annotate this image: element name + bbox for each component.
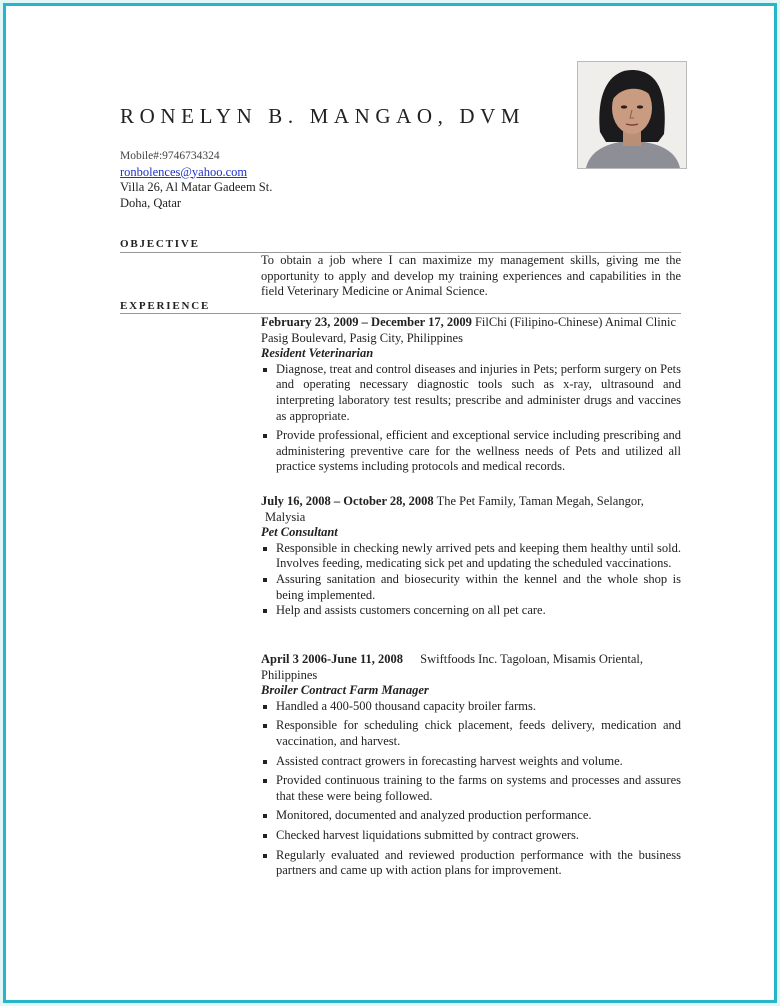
job-header — [261, 315, 681, 346]
job-entry — [261, 315, 681, 475]
duty-text: Diagnose, treat and control diseases and injuries in Pets; perform surgery on Pets and operating necessary diagnostic tools such as x-ray, ultrasound and interpreting laboratory test results; prescribe and administer drugs and vaccines as appropriate. — [276, 361, 681, 423]
profile-photo — [577, 61, 687, 169]
candidate-name: RONELYN B. MANGAO, DVM — [120, 104, 526, 128]
objective-text: To obtain a job where I can maximize my management skills, giving me the opportunity to apply and develop my training experiences and capabilities in the field Veterinary Medicine or Animal Science. — [261, 253, 681, 299]
duty-text: Monitored, documented and analyzed production performance. — [276, 808, 592, 823]
duty-item — [261, 541, 681, 572]
job-employer: Swiftfoods Inc. Tagoloan, Misamis Oriental, Philippines — [261, 652, 643, 682]
bullet-icon — [263, 854, 267, 858]
duty-item — [261, 603, 681, 619]
email-link[interactable]: ronbolences@yahoo.com — [120, 164, 248, 179]
job-title: Resident Veterinarian — [261, 346, 374, 361]
duty-item — [261, 699, 681, 715]
job-dates: February 23, 2009 – December 17, 2009 — [261, 315, 472, 329]
duty-item — [261, 848, 681, 879]
duty-text: Checked harvest liquidations submitted by contract growers. — [276, 827, 580, 842]
bullet-icon — [263, 578, 267, 582]
address-line-1: Villa 26, Al Matar Gadeem St. — [120, 180, 273, 194]
job-title: Pet Consultant — [261, 525, 338, 540]
duty-item — [261, 362, 681, 424]
job-duties — [261, 362, 681, 475]
duty-item — [261, 754, 681, 770]
duty-item — [261, 808, 681, 824]
job-employer: FilChi (Filipino-Chinese) Animal Clinic Pasig Boulevard, Pasig City, Philippines — [261, 315, 677, 345]
duty-item — [261, 718, 681, 749]
duty-text: Provided continuous training to the farms on systems and processes and assures that these were being followed. — [276, 773, 681, 803]
resume-page — [6, 6, 774, 1000]
job-dates: July 16, 2008 – October 28, 2008 — [261, 494, 434, 508]
job-duties — [261, 699, 681, 879]
mobile-number: Mobile#:9746734324 — [120, 150, 220, 162]
duty-item — [261, 572, 681, 603]
bullet-icon — [263, 760, 267, 764]
duty-text: Provide professional, efficient and exceptional service including prescribing and administering preventive care for the wellness needs of Pets and utilized all practice systems including protocols and medical records. — [276, 428, 681, 474]
address-line-2: Doha, Qatar — [120, 195, 182, 210]
duty-text: Assuring sanitation and biosecurity within the kennel and the whole shop is being implemented. — [276, 571, 681, 602]
duty-text: Responsible in checking newly arrived pets and keeping them healthy until sold. Involves feeding, medicating sick pet and updating the scheduled vaccinations. — [276, 540, 681, 571]
objective-heading: OBJECTIVE — [120, 238, 200, 250]
bullet-icon — [263, 434, 267, 438]
experience-divider — [120, 313, 681, 314]
duty-item — [261, 773, 681, 804]
bullet-icon — [263, 779, 267, 783]
bullet-icon — [263, 705, 267, 709]
bullet-icon — [263, 724, 267, 728]
job-title: Broiler Contract Farm Manager — [261, 683, 429, 698]
job-employer: The Pet Family, Taman Megah, Selangor, — [436, 494, 644, 508]
duty-text: Regularly evaluated and reviewed production performance with the business partners and came up with action plans for improvement. — [276, 847, 681, 878]
bullet-icon — [263, 368, 267, 372]
duty-text: Help and assists customers concerning on all pet care. — [276, 603, 546, 618]
job-header — [261, 494, 681, 510]
job-employer-line2: Malysia — [265, 509, 306, 524]
bullet-icon — [263, 814, 267, 818]
job-entry — [261, 652, 681, 879]
duty-item — [261, 428, 681, 475]
job-duties — [261, 541, 681, 619]
job-header — [261, 652, 681, 683]
contact-block — [120, 149, 272, 211]
job-entry — [261, 494, 681, 619]
duty-text: Responsible for scheduling chick placement, feeds delivery, medication and vaccination, and harvest. — [276, 718, 681, 748]
bullet-icon — [263, 834, 267, 838]
page-frame — [3, 3, 777, 1003]
duty-text: Assisted contract growers in forecasting harvest weights and volume. — [276, 753, 623, 768]
duty-item — [261, 828, 681, 844]
job-dates: April 3 2006-June 11, 2008 — [261, 652, 404, 666]
duty-text: Handled a 400-500 thousand capacity broiler farms. — [276, 698, 536, 713]
bullet-icon — [263, 609, 267, 613]
bullet-icon — [263, 547, 267, 551]
experience-heading: EXPERIENCE — [120, 300, 211, 312]
